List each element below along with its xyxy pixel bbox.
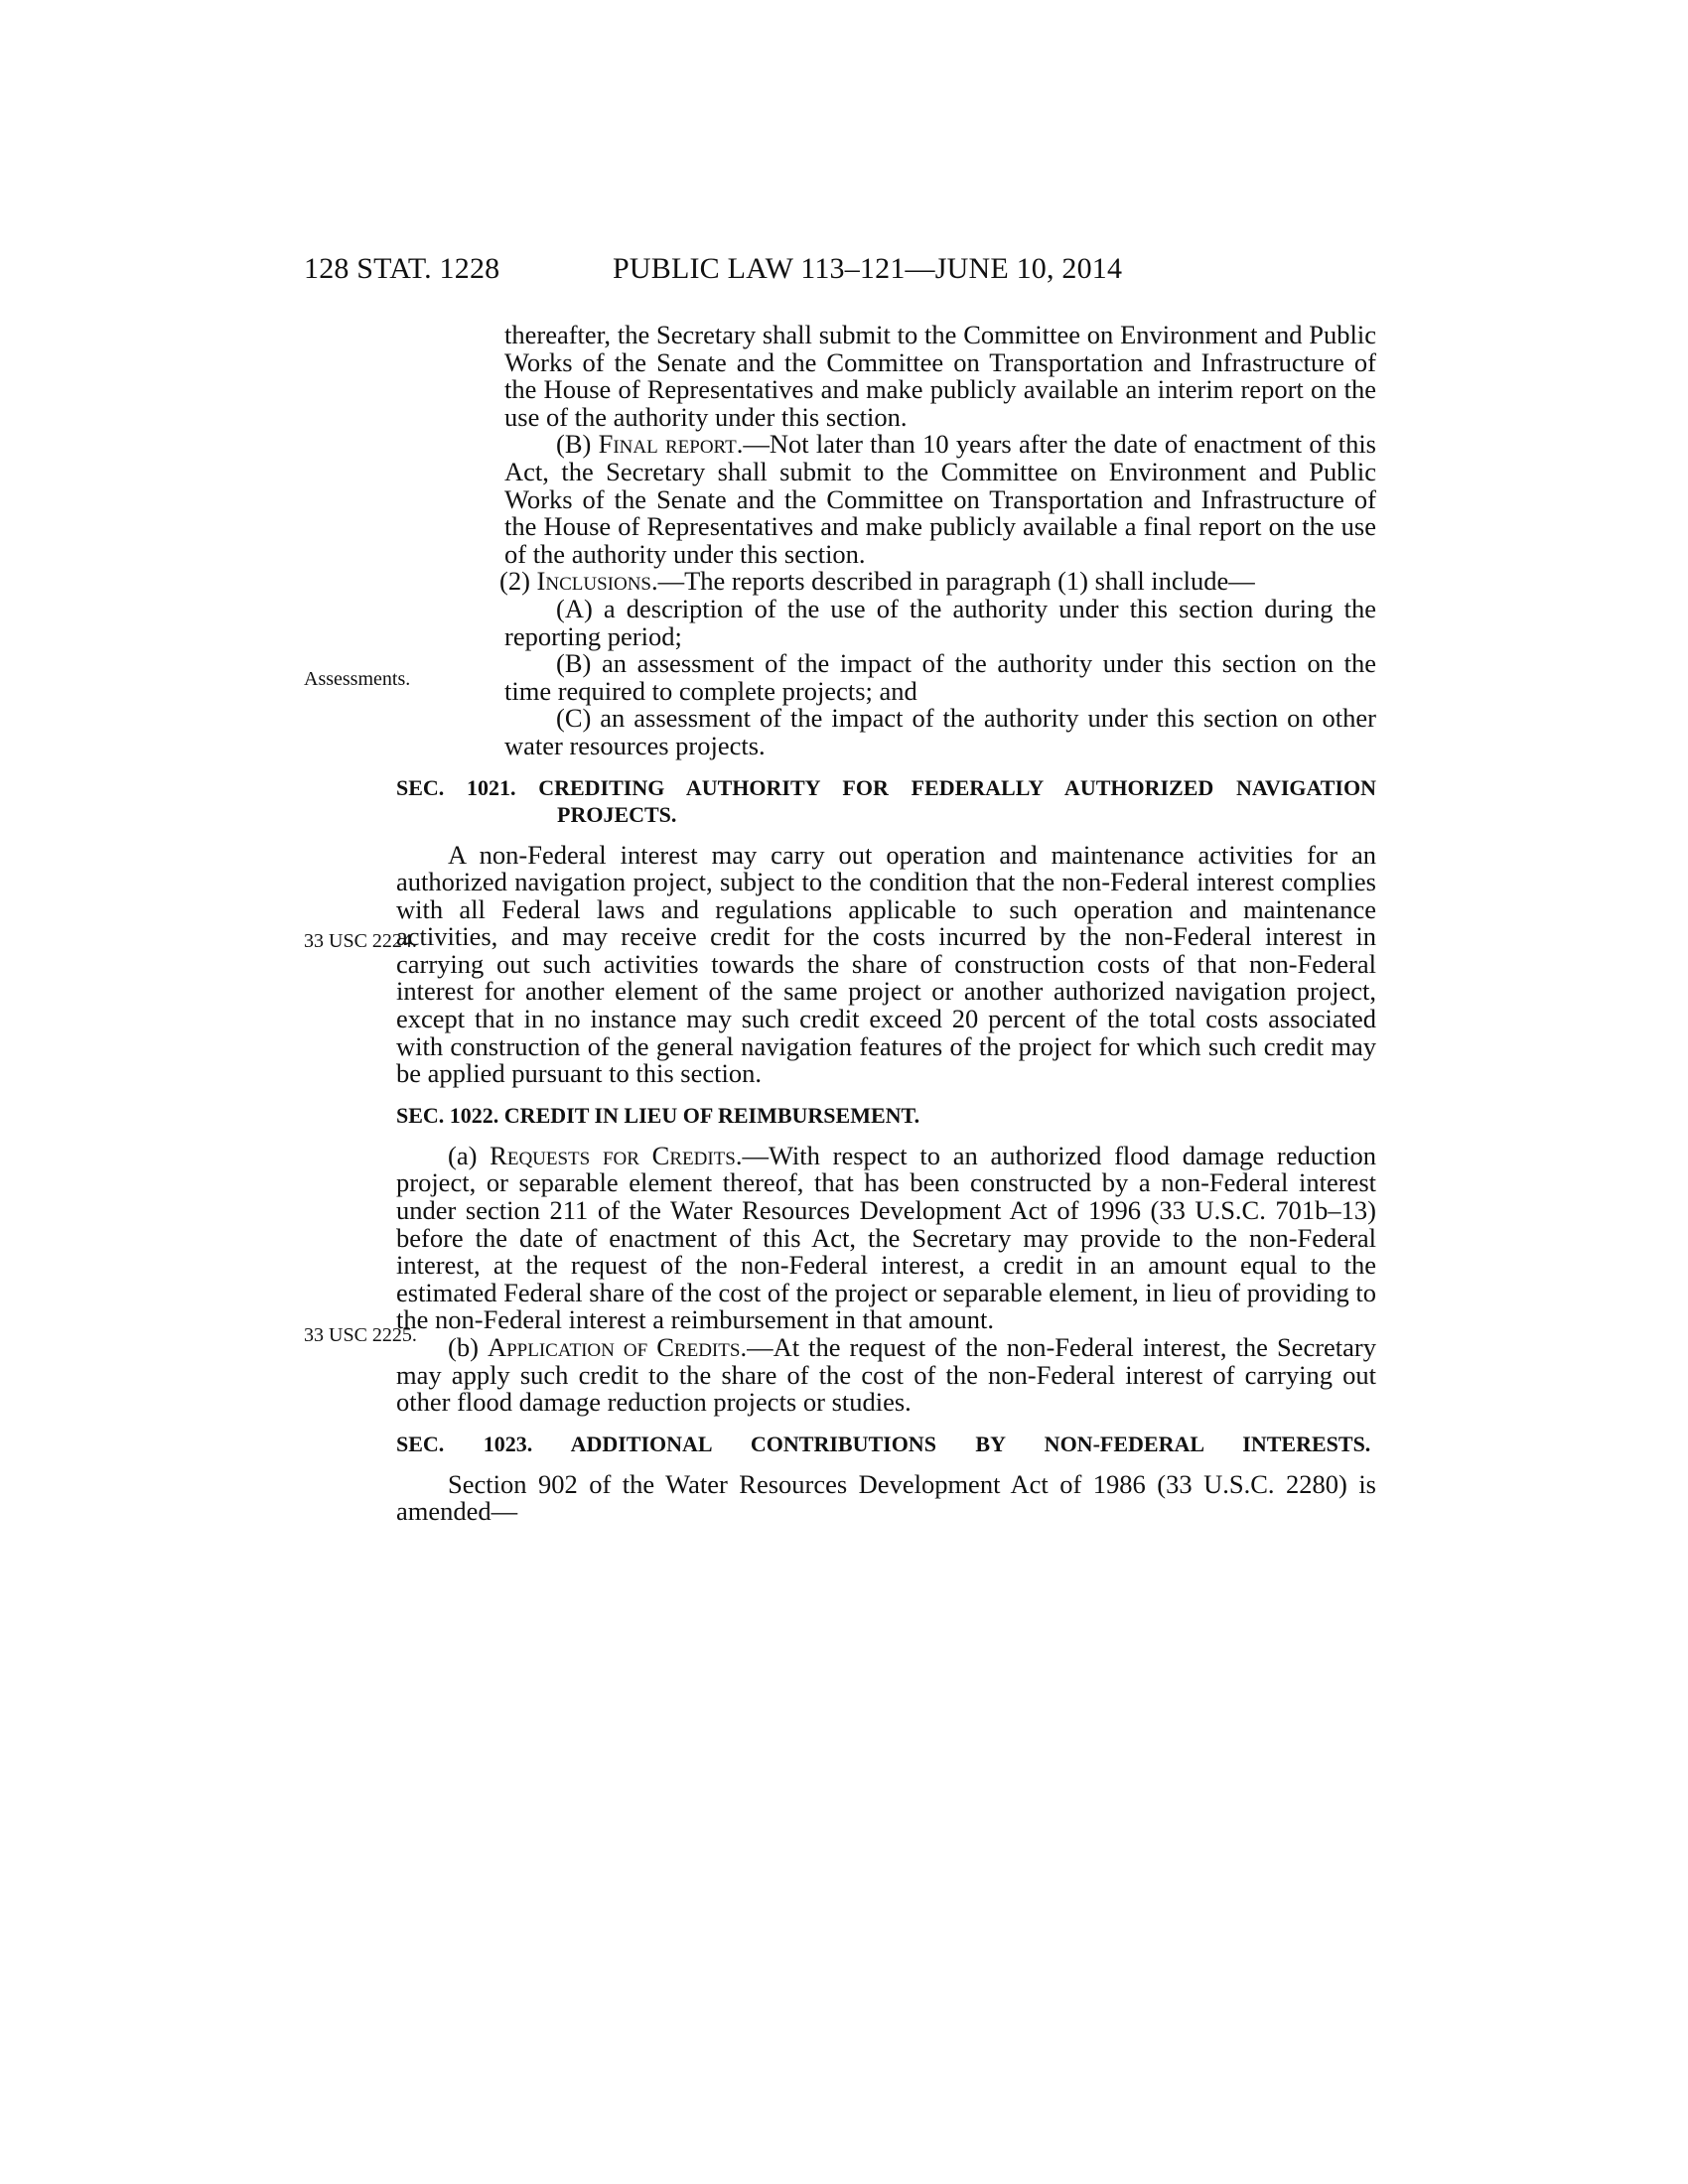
section-1022-heading: SEC. 1022. CREDIT IN LIEU OF REIMBURSEMENT. xyxy=(396,1102,920,1128)
inclusions-heading: Inclusions xyxy=(536,566,651,597)
inclusions-lead: (2) xyxy=(499,566,537,597)
application-of-credits-paragraph xyxy=(396,1334,1376,1417)
inclusions-text: .—The reports described in paragraph (1) shall include— xyxy=(650,566,1255,597)
inclusions-item-c: (C) an assessment of the impact of the authority under this section on other water resources projects. xyxy=(504,703,1376,760)
inclusions-item-b: (B) an assessment of the impact of the authority under this section on the time required to complete projects; and xyxy=(504,648,1376,706)
application-lead: (b) xyxy=(448,1332,488,1362)
section-1021-heading: SEC. 1021. CREDITING AUTHORITY FOR FEDERALLY AUTHORIZED NAVIGATION PROJECTS. xyxy=(396,774,1376,827)
final-report-lead: (B) xyxy=(556,429,599,460)
inclusions-paragraph xyxy=(448,568,1376,596)
requests-for-credits-paragraph xyxy=(396,1140,1376,1335)
final-report-text: .—Not later than 10 years after the date of enactment of this Act, the Secretary shall submit to the Committee on Environment and Public Works of the Senate and the Committee on Transportation and Infrastructure of the House of Representatives and make publicly available a final report on the use of the authority under this section. xyxy=(504,429,1376,569)
section-1023-heading: SEC. 1023. ADDITIONAL CONTRIBUTIONS BY NON-FEDERAL INTERESTS. xyxy=(396,1431,1371,1456)
requests-text: .—With respect to an authorized flood damage reduction project, or separable element thereof, that has been constructed by a non-Federal interest under section 211 of the Water Resources Development Act of 1996 (33 U.S.C. 701b–13) before the date of enactment of this Act, the Secretary may provide to the non-Federal interest, at the request of the non-Federal interest, a credit in an amount equal to the estimated Federal share of the cost of the project or separable element, in lieu of providing to the non-Federal interest a reimbursement in that amount. xyxy=(396,1140,1376,1335)
requests-lead: (a) xyxy=(448,1140,491,1170)
final-report-paragraph xyxy=(504,431,1376,568)
inclusions-item-a: (A) a description of the use of the authority under this section during the reporting period; xyxy=(504,593,1376,651)
requests-heading: Requests for Credits xyxy=(490,1140,736,1170)
document-body xyxy=(396,320,1376,1527)
margin-note-usc-2225: 33 USC 2225. xyxy=(304,1324,417,1346)
margin-note-assessments: Assessments. xyxy=(304,668,411,690)
section-1023-text: Section 902 of the Water Resources Development Act of 1986 (33 U.S.C. 2280) is amended— xyxy=(396,1468,1376,1527)
application-heading: Application of Credits xyxy=(487,1332,741,1362)
final-report-heading: Final report xyxy=(598,429,737,460)
interim-report-continuation: thereafter, the Secretary shall submit to the Committee on Environment and Public Works of the Senate and the Committee on Transportation and Infrastructure of the House of Representatives and make publicly available an interim report on the use of the authority under this section. xyxy=(504,320,1376,432)
statute-page-number: 128 STAT. 1228 xyxy=(304,252,500,285)
section-1021-text: A non-Federal interest may carry out operation and maintenance activities for an authorized navigation project, subject to the condition that the non-Federal interest complies with all Federal laws and regulations applicable to such operation and maintenance activities, and may receive credit for the costs incurred by the non-Federal interest in carrying out such activities towards the share of construction costs of that non-Federal interest for another element of the same project or another authorized navigation project, except that in no instance may such credit exceed 20 percent of the total costs associated with construction of the general navigation features of the project for which such credit may be applied pursuant to this section. xyxy=(396,839,1376,1089)
application-text: .—At the request of the non-Federal interest, the Secretary may apply such credit to the share of the cost of the non-Federal interest of carrying out other flood damage reduction projects or studies. xyxy=(396,1332,1376,1418)
running-header-title: PUBLIC LAW 113–121—JUNE 10, 2014 xyxy=(613,252,1123,285)
margin-note-usc-2224: 33 USC 2224. xyxy=(304,930,417,952)
